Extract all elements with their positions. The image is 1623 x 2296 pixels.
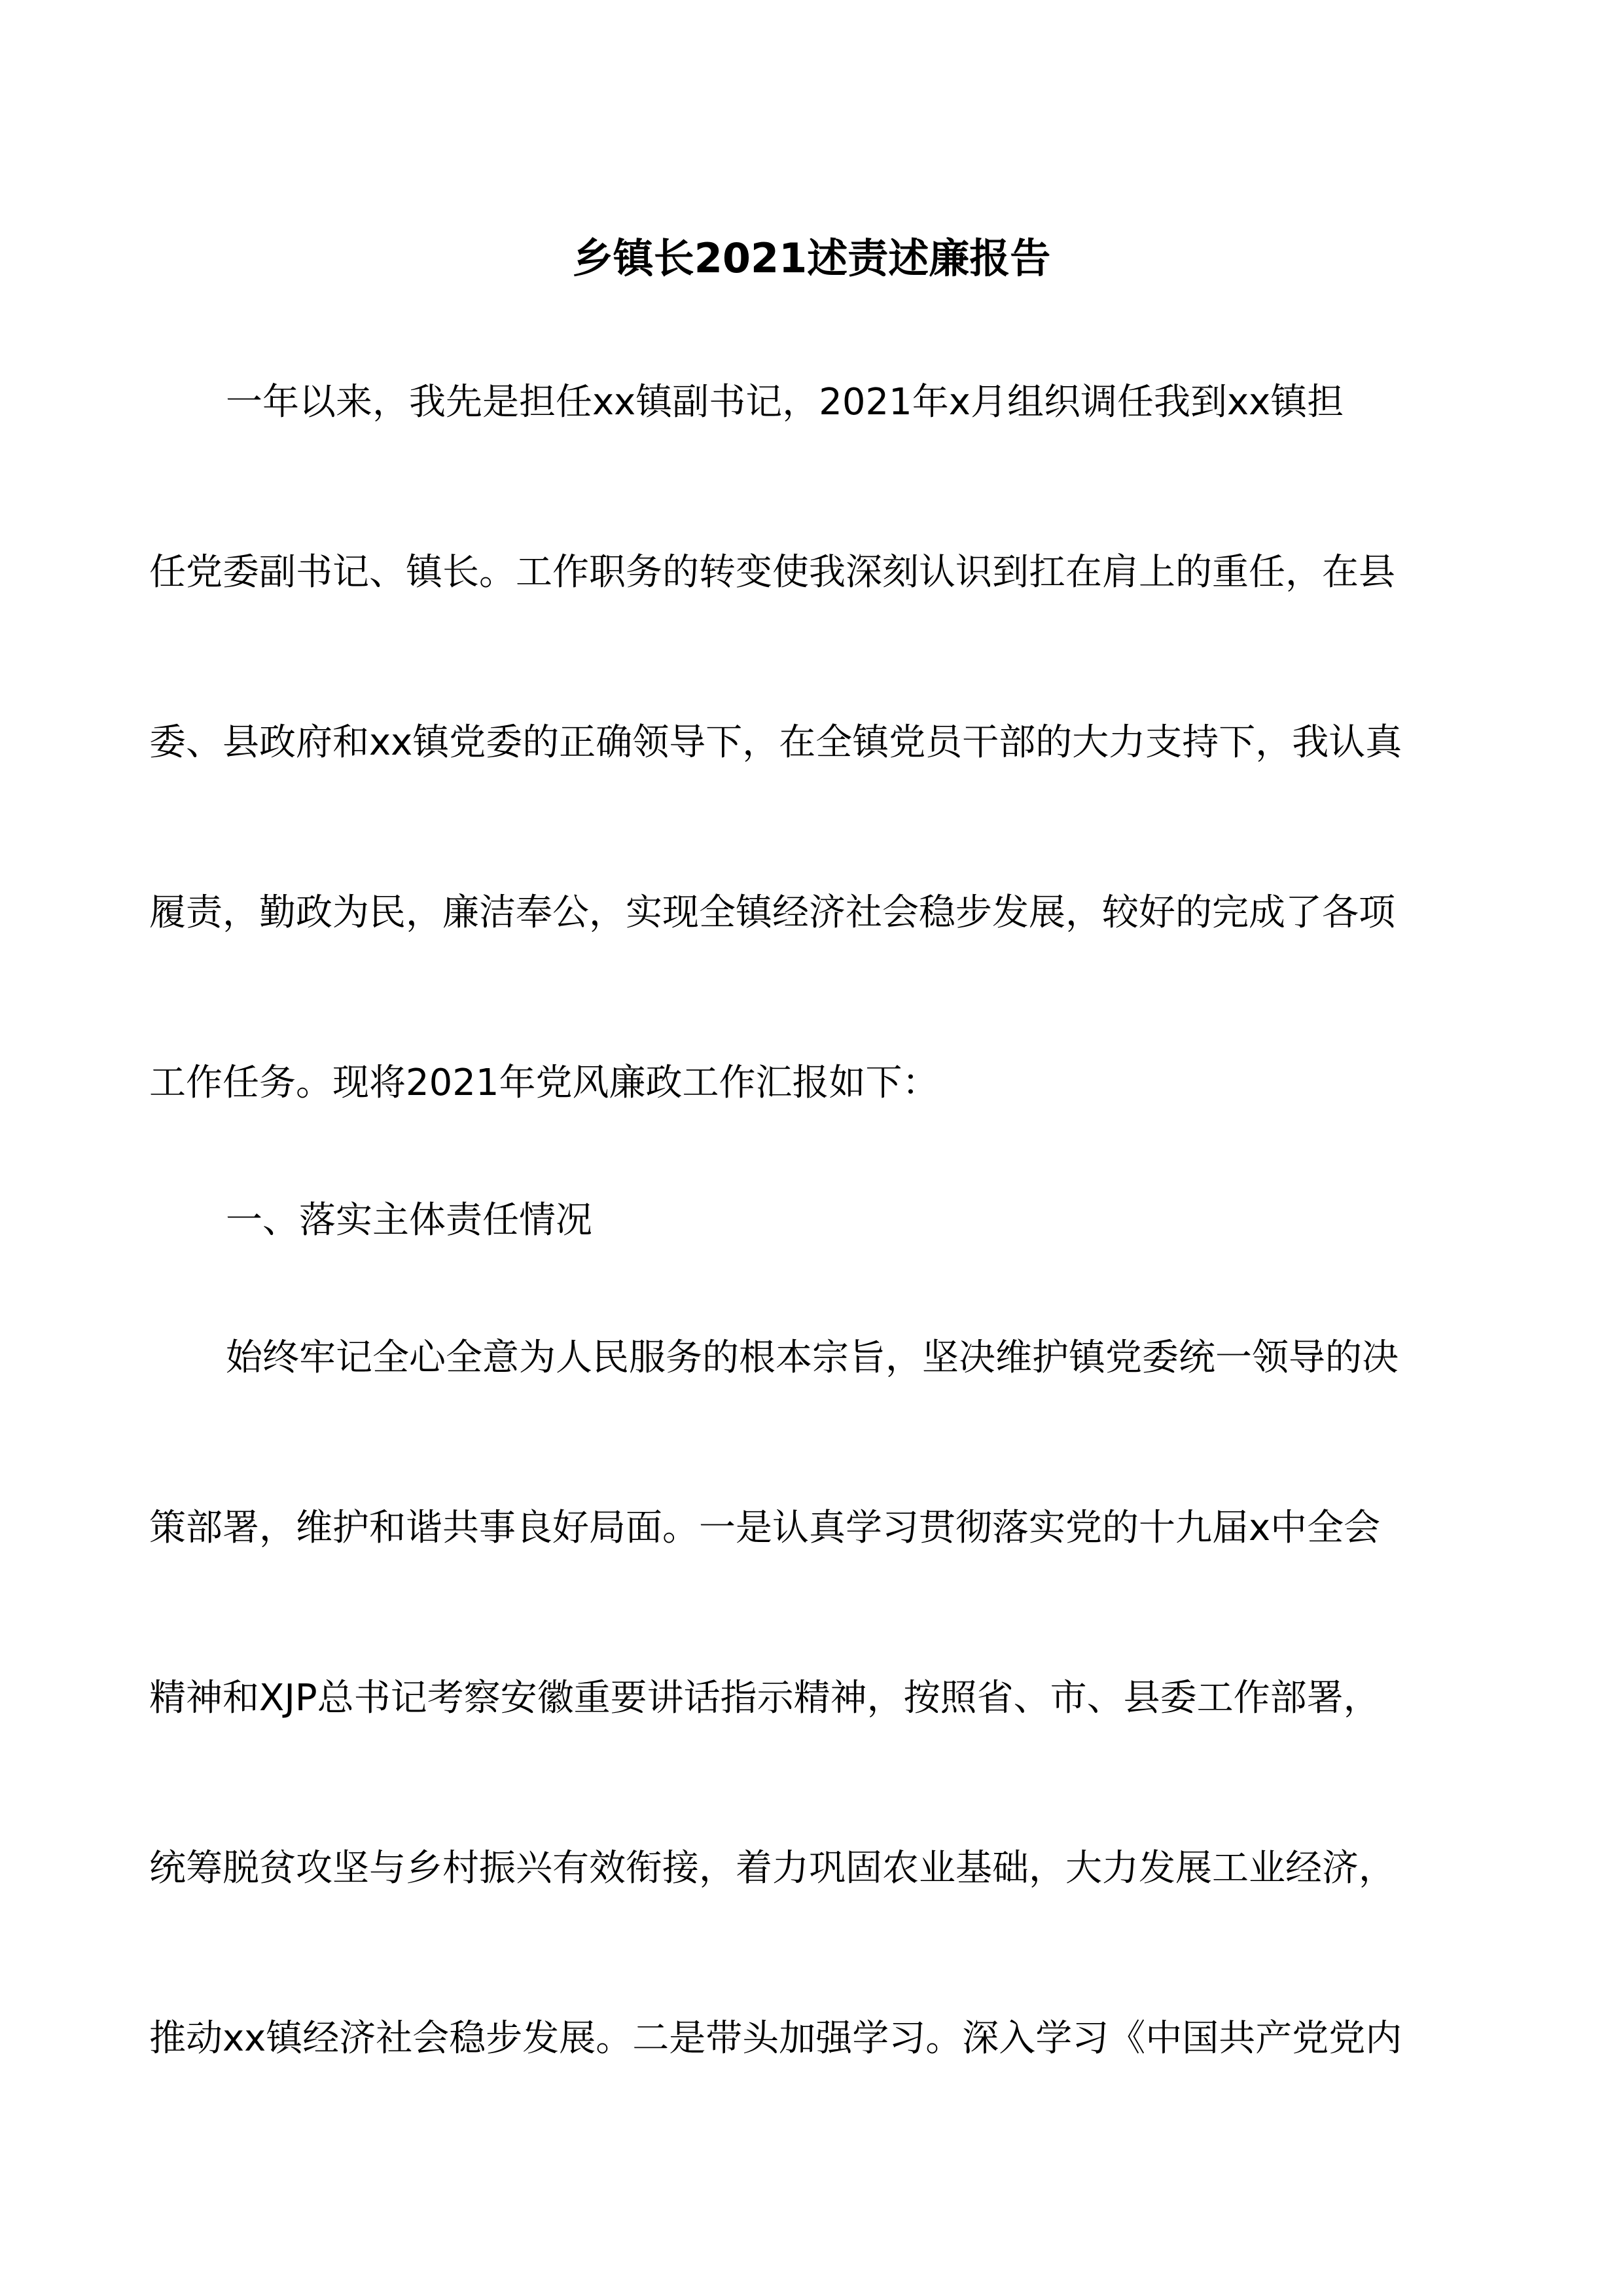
paragraph-2-line-3: 精神和XJP总书记考察安徽重要讲话指示精神，按照省、市、县委工作部署， <box>149 1677 1380 1719</box>
section-heading: 一、落实主体责任情况 <box>226 1199 592 1242</box>
paragraph-1-line-4: 履责，勤政为民，廉洁奉公，实现全镇经济社会稳步发展，较好的完成了各项 <box>149 891 1395 934</box>
paragraph-1-line-5: 工作任务。现将2021年党风廉政工作汇报如下： <box>149 1062 939 1104</box>
paragraph-2-line-2: 策部署，维护和谐共事良好局面。一是认真学习贯彻落实党的十九届x中全会 <box>149 1507 1381 1549</box>
paragraph-1-line-1: 一年以来，我先是担任xx镇副书记，2021年x月组织调任我到xx镇担 <box>226 381 1344 423</box>
paragraph-1-line-3: 委、县政府和xx镇党委的正确领导下，在全镇党员干部的大力支持下，我认真 <box>149 721 1402 764</box>
paragraph-2-line-1: 始终牢记全心全意为人民服务的根本宗旨，坚决维护镇党委统一领导的决 <box>226 1336 1399 1379</box>
paragraph-2-line-4: 统筹脱贫攻坚与乡村振兴有效衔接，着力巩固农业基础，大力发展工业经济， <box>149 1847 1395 1890</box>
document-title: 乡镇长2021述责述廉报告 <box>572 234 1051 282</box>
paragraph-1-line-2: 任党委副书记、镇长。工作职务的转变使我深刻认识到扛在肩上的重任，在县 <box>149 551 1395 594</box>
paragraph-2-line-5: 推动xx镇经济社会稳步发展。二是带头加强学习。深入学习《中国共产党党内 <box>149 2017 1402 2060</box>
